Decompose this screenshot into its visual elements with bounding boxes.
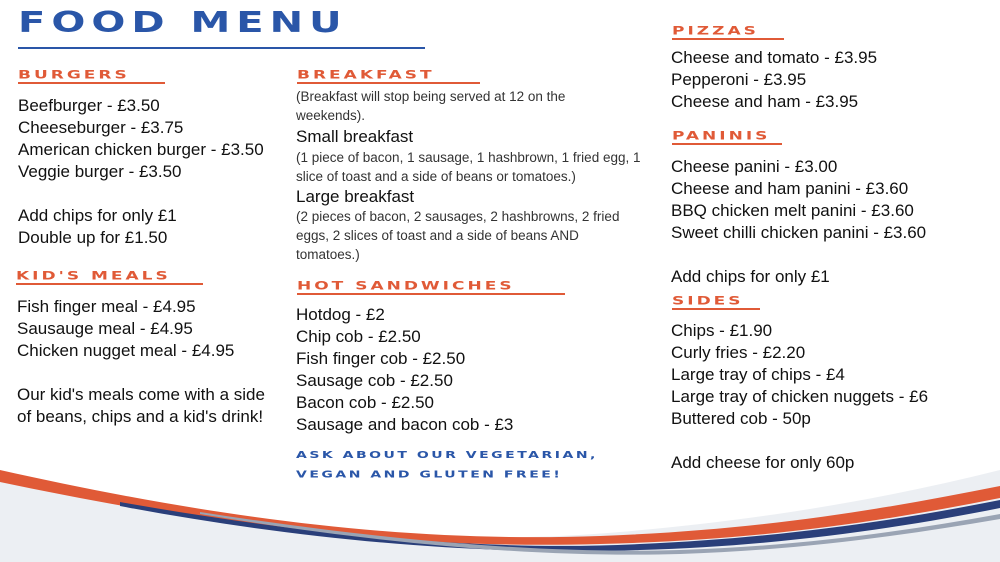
paninis-heading: PANINIS	[672, 129, 771, 143]
burgers-extra: Add chips for only £1	[18, 206, 177, 225]
list-item: Sausage cob - £2.50	[296, 371, 453, 390]
list-item: Chips - £1.90	[671, 321, 773, 340]
list-item: Veggie burger - £3.50	[18, 162, 182, 181]
list-item: Beefburger - £3.50	[18, 96, 160, 115]
kids-note: of beans, chips and a kid's drink!	[17, 407, 264, 426]
list-item: Cheese and tomato - £3.95	[671, 48, 878, 67]
list-item: Cheeseburger - £3.75	[18, 118, 184, 137]
list-item: Sweet chilli chicken panini - £3.60	[671, 223, 927, 242]
pizzas-list	[671, 47, 877, 113]
pizzas-heading-line	[672, 38, 784, 40]
kids-list	[17, 296, 265, 428]
kids-heading-line	[16, 283, 203, 285]
list-item: Large tray of chicken nuggets - £6	[671, 387, 929, 406]
list-item: Sausage and bacon cob - £3	[296, 415, 514, 434]
list-item: Sausauge meal - £4.95	[17, 319, 193, 338]
list-item: Hotdog - £2	[296, 305, 385, 324]
pizzas-heading: PIZZAS	[672, 24, 759, 38]
list-item: American chicken burger - £3.50	[18, 140, 264, 159]
small-breakfast-title: Small breakfast	[296, 127, 414, 146]
hot-sandwiches-heading: HOT SANDWICHES	[297, 279, 515, 293]
hot-sandwiches-list	[296, 304, 513, 436]
kids-heading: KID'S MEALS	[16, 269, 171, 283]
promo-line: ASK ABOUT OUR VEGETARIAN,	[296, 449, 598, 462]
small-breakfast-desc: (1 piece of bacon, 1 sausage, 1 hashbrown, 1 fried egg, 1 slice of toast and a side of beans or tomatoes.)	[296, 150, 641, 184]
list-item: Cheese and ham - £3.95	[671, 92, 859, 111]
burgers-heading: BURGERS	[18, 68, 130, 82]
large-breakfast-desc: (2 pieces of bacon, 2 sausages, 2 hashbrowns, 2 fried eggs, 2 slices of toast and a side of beans AND tomatoes.)	[296, 209, 620, 262]
paninis-heading-line	[672, 143, 782, 145]
list-item: Curly fries - £2.20	[671, 343, 806, 362]
list-item: Cheese panini - £3.00	[671, 157, 838, 176]
list-item: Buttered cob - 50p	[671, 409, 811, 428]
breakfast-heading: BREAKFAST	[297, 68, 435, 82]
list-item: Pepperoni - £3.95	[671, 70, 807, 89]
large-breakfast-title: Large breakfast	[296, 187, 415, 206]
breakfast-heading-line	[297, 82, 480, 84]
hot-sandwiches-heading-line	[297, 293, 565, 295]
title-underline	[18, 47, 425, 49]
list-item: Chip cob - £2.50	[296, 327, 421, 346]
decorative-swoosh	[0, 440, 1000, 562]
sides-extra: Add cheese for only 60p	[671, 453, 855, 472]
paninis-extra: Add chips for only £1	[671, 267, 830, 286]
promo-line: VEGAN AND GLUTEN FREE!	[296, 469, 563, 481]
burgers-extra: Double up for £1.50	[18, 228, 168, 247]
list-item: Cheese and ham panini - £3.60	[671, 179, 909, 198]
list-item: BBQ chicken melt panini - £3.60	[671, 201, 914, 220]
burgers-list	[18, 95, 264, 249]
menu-title: FOOD MENU	[18, 6, 348, 40]
list-item: Fish finger cob - £2.50	[296, 349, 466, 368]
list-item: Bacon cob - £2.50	[296, 393, 434, 412]
burgers-heading-line	[18, 82, 165, 84]
list-item: Fish finger meal - £4.95	[17, 297, 196, 316]
kids-note: Our kid's meals come with a side	[17, 385, 265, 404]
paninis-list	[671, 156, 926, 288]
list-item: Large tray of chips - £4	[671, 365, 845, 384]
sides-heading: SIDES	[672, 294, 744, 308]
breakfast-note: (Breakfast will stop being served at 12 on the weekends).	[296, 89, 566, 123]
sides-heading-line	[672, 308, 760, 310]
list-item: Chicken nugget meal - £4.95	[17, 341, 235, 360]
